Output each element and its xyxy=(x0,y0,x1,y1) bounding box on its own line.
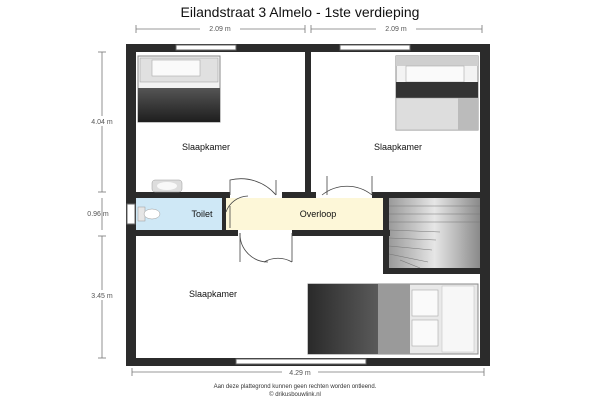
bed-top-left xyxy=(138,56,220,122)
room-label-bedroom-top-right: Slaapkamer xyxy=(373,142,423,152)
footer-credit: © drikusbouwlink.nl xyxy=(269,392,321,398)
washbasin xyxy=(152,180,182,192)
dimension-left-upper: 4.04 m xyxy=(91,119,113,126)
dimension-left-middle: 0.96 m xyxy=(87,211,109,218)
room-label-toilet: Toilet xyxy=(191,209,213,219)
dimension-left-lower: 3.45 m xyxy=(91,293,113,300)
staircase xyxy=(389,198,480,268)
bed-bottom xyxy=(308,284,478,354)
room-label-landing: Overloop xyxy=(299,209,337,219)
left-dimensions xyxy=(98,52,106,358)
bed-top-right xyxy=(396,56,478,130)
room-label-bedroom-bottom: Slaapkamer xyxy=(188,289,238,299)
footer-disclaimer: Aan deze plattegrond kunnen geen rechten worden ontleend. xyxy=(213,384,377,390)
plan-title: Eilandstraat 3 Almelo - 1ste verdieping xyxy=(180,4,420,20)
dimension-top-left: 2.09 m xyxy=(209,26,231,33)
room-label-bedroom-top-left: Slaapkamer xyxy=(181,142,231,152)
dimension-bottom: 4.29 m xyxy=(289,370,311,377)
dimension-top-right: 2.09 m xyxy=(385,26,407,33)
top-dimensions xyxy=(136,25,482,33)
